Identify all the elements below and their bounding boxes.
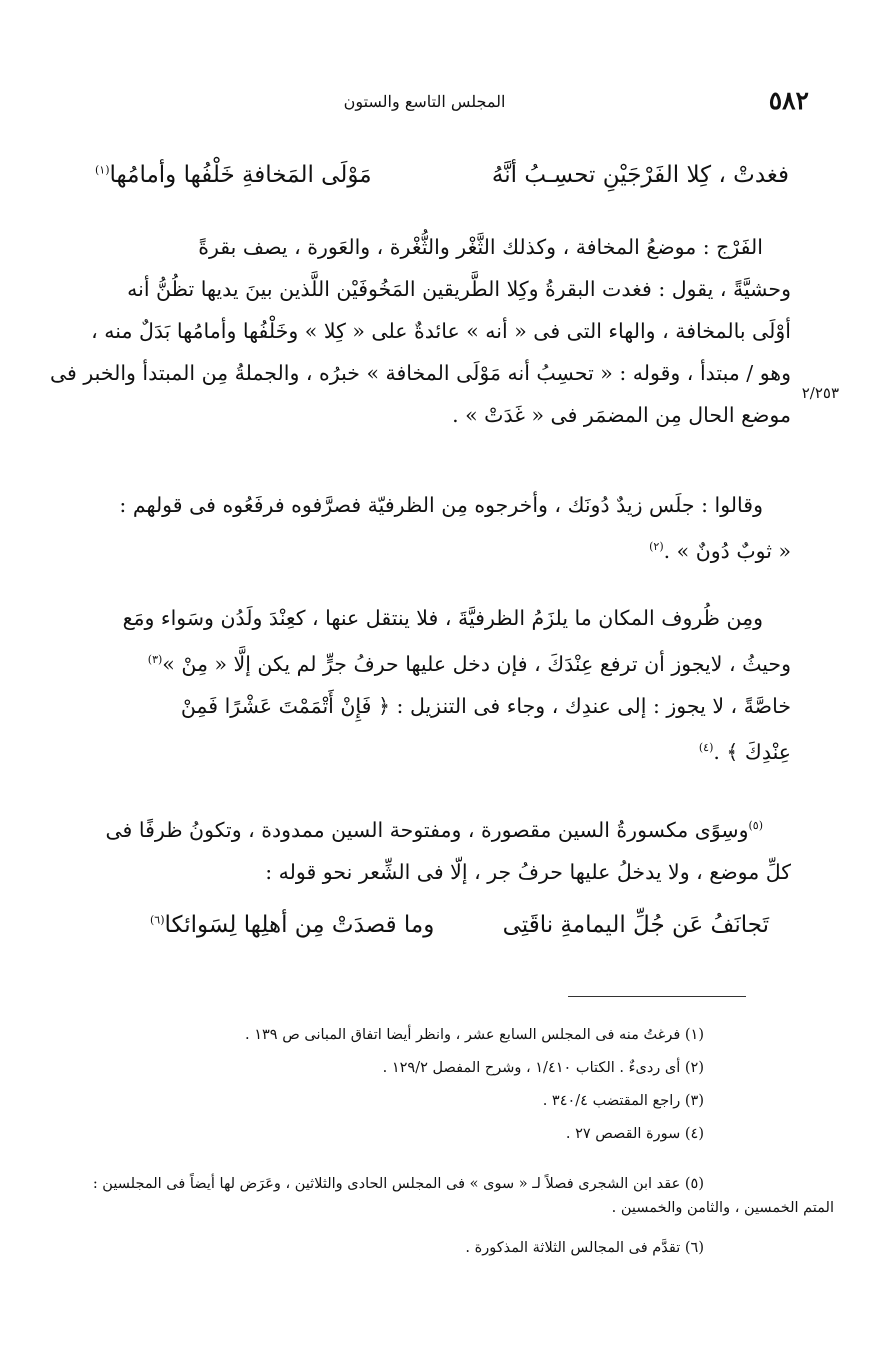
paragraph-1-line-1: الفَرْج : موضعُ المخافة ، وكذلك الثَّغْر والثُّغْرة ، والعَورة ، يصف بقرةً (198, 235, 763, 259)
footnote-1: (١) فرغتُ منه فى المجلس السابع عشر ، وانظر أيضا اتفاق المبانى ص ١٣٩ . (245, 1027, 704, 1043)
footnote-separator (568, 996, 746, 997)
footnote-5-line-1: (٥) عقد ابن الشجرى فصلاً لـ « سوى » فى المجلس الحادى والثلاثين ، وعَرَض لها أيضاً فى المجلسين : (92, 1176, 704, 1192)
paragraph-3-line-3: خاصَّةً ، لا يجوز : إلى عندِك ، وجاء فى التنزيل : ﴿ فَإِنْ أَتْمَمْتَ عَشْرًا فَمِنْ (180, 693, 791, 718)
margin-page-reference: ٢/٢٥٣ (801, 384, 839, 402)
footnote-4: (٤) سورة القصص ٢٧ . (565, 1126, 704, 1142)
verse-2-second-hemistich-text: وما قصدَتْ مِن أهلِها لِسَوائكا (164, 912, 435, 938)
note-ref-5: (٥) (748, 819, 763, 832)
verse-2-second-hemistich (150, 912, 434, 938)
running-title: المجلس التاسع والستون (343, 92, 506, 111)
footnote-2: (٢) أى ردىءٌ . الكتاب ١/٤١٠ ، وشرح المفصل ١٢٩/٢ . (382, 1060, 704, 1076)
paragraph-3-line-2-text: وحيثُ ، لايجوز أن ترفع عِنْدَكَ ، فإن دخل عليها حرفُ جرٍّ لم يكن إلَّا « مِنْ » (162, 651, 791, 676)
paragraph-2-line-1: وقالوا : جلَس زيدٌ دُونَك ، وأخرجوه مِن الظرفيّة فصرَّفوه فرفَعُوه فى قولهم : (119, 493, 763, 517)
paragraph-4-line-1-text: وسِوًى مكسورةُ السين مقصورة ، ومفتوحة السين ممدودة ، وتكونُ ظرفًا فى (105, 817, 749, 842)
paragraph-4 (48, 805, 791, 893)
paragraph-4-line-1 (48, 805, 791, 851)
note-ref-1: (١) (95, 163, 110, 177)
note-ref-6: (٦) (150, 913, 165, 927)
page-header (40, 86, 809, 120)
footnote-3: (٣) راجع المقتضب ٣٤٠/٤ . (542, 1093, 704, 1109)
footnote-5-line-2: المتم الخمسين ، والثامن والخمسين . (611, 1200, 834, 1216)
paragraph-3-line-4-text: عِنْدِكَ ﴾ . (713, 739, 791, 764)
page-number: ٥٨٢ (768, 86, 809, 115)
note-ref-2: (٢) (649, 540, 664, 553)
verse-1-first-hemistich: فغدتْ ، كِلا الفَرْجَيْنِ تحسِـبُ أنَّهُ (491, 162, 789, 188)
verse-2-first-hemistich: تَجانَفُ عَن جُلِّ اليمامةِ ناقَتِى (502, 912, 769, 938)
paragraph-3-line-2 (48, 639, 791, 685)
verse-2 (150, 912, 769, 938)
paragraph-3-line-1: ومِن ظُروف المكان ما يلزَمُ الظرفيَّةَ ، فلا ينتقل عنها ، كعِنْدَ ولَدُن وسَواء ومَع (122, 606, 763, 630)
footnotes (40, 1024, 704, 1156)
paragraph-3-line-4 (48, 727, 791, 773)
verse-1-second-hemistich (95, 162, 372, 188)
paragraph-1-line-2: وحشيَّةً ، يقول : فغدت البقرةُ وكِلا الطَّريقين المَخُوفَيْن اللَّذين بينَ يديها تظُنُّ أنه (127, 277, 791, 301)
paragraph-1 (48, 226, 791, 436)
paragraph-3 (48, 597, 791, 773)
paragraph-2-line-2 (48, 526, 791, 572)
footnote-6: (٦) تقدَّم فى المجالس الثلاثة المذكورة . (465, 1240, 704, 1256)
paragraph-1-line-3: أوْلَى بالمخافة ، والهاء التى فى « أنه » عائدةٌ على « كِلا » وخَلْفُها وأمامُها بَدَلٌ منه ، (91, 319, 791, 343)
note-ref-4: (٤) (698, 740, 714, 754)
paragraph-1-line-4: وهو / مبتدأ ، وقوله : « تحسِبُ أنه مَوْلَى المخافة » خبرُه ، والجملةُ مِن المبتدأ والخبر فى (49, 361, 791, 385)
paragraph-4-line-2: كلِّ موضع ، ولا يدخلُ عليها حرفُ جر ، إلّا فى الشِّعر نحو قوله : (265, 859, 791, 884)
paragraph-2-line-2-text: « ثوبٌ دُونٌ » . (663, 538, 791, 563)
verse-1 (95, 162, 789, 188)
footnote-5 (40, 1172, 834, 1220)
paragraph-2 (48, 484, 791, 572)
paragraph-1-line-5: موضع الحال مِن المضمَر فى « غَدَتْ » . (452, 403, 791, 427)
verse-1-second-hemistich-text: مَوْلَى المَخافةِ خَلْفُها وأمامُها (109, 162, 372, 188)
note-ref-3: (٣) (147, 653, 163, 666)
